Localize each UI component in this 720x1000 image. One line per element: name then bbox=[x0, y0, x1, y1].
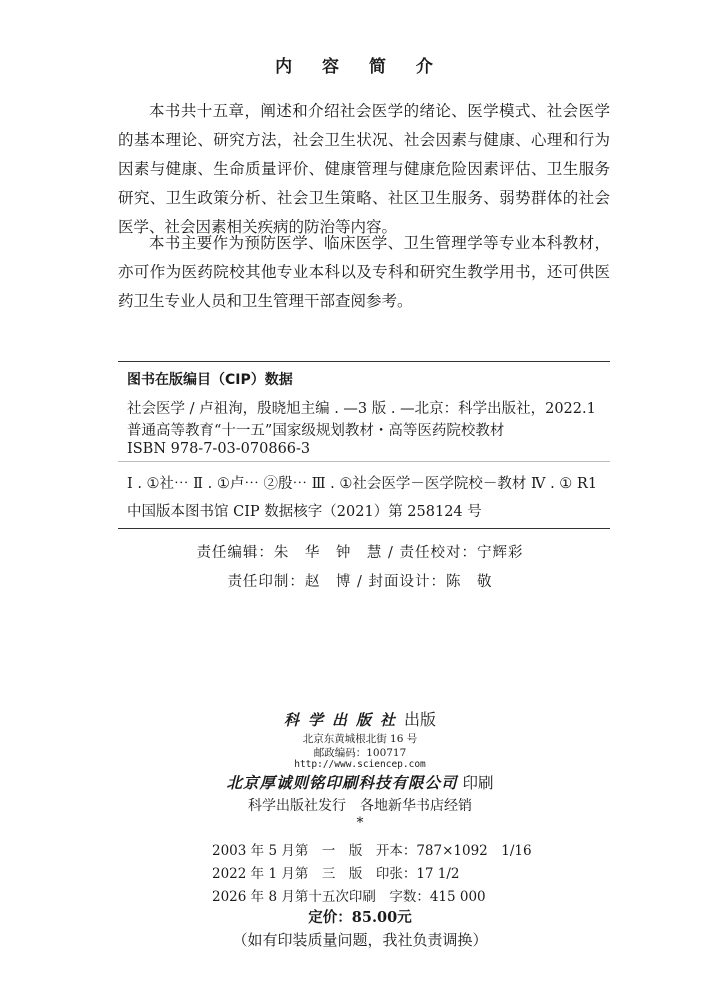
intro-paragraph-2: 本书主要作为预防医学、临床医学、卫生管理学等专业本科教材，亦可作为医药院校其他专业本科以及专科和研究生教学用书，还可供医药卫生专业人员和卫生管理干部查阅参考。 bbox=[118, 234, 610, 310]
edition-line-3: 2026 年 8 月第十五次印刷 字数：415 000 bbox=[212, 889, 486, 905]
cip-line-record-number: 中国版本图书馆 CIP 数据核字（2021）第 258124 号 bbox=[127, 504, 482, 520]
intro-paragraph-1: 本书共十五章，阐述和介绍社会医学的绪论、医学模式、社会医学的基本理论、研究方法，社会卫生状况、社会因素与健康、心理和行为因素与健康、生命质量评价、健康管理与健康危险因素评估、卫生服务研究、卫生政策分析、社会卫生策略、社区卫生服务、弱势群体的社会医学、社会因素相关疾病的防治等内容。 bbox=[118, 102, 610, 236]
quality-note: （如有印装质量问题，我社负责调换） bbox=[232, 931, 488, 949]
price: 定价：85.00元 bbox=[308, 909, 412, 926]
printer-name: 北京厚诚则铭印刷科技有限公司 bbox=[226, 773, 458, 792]
staff-editors: 责任编辑：朱 华 钟 慧 / 责任校对：宁辉彩 bbox=[196, 545, 524, 561]
publisher-postcode: 邮政编码：100717 bbox=[313, 747, 407, 759]
edition-line-2: 2022 年 1 月第 三 版 印张：17 1/2 bbox=[212, 866, 460, 882]
publisher-url: http://www.sciencep.com bbox=[294, 759, 426, 770]
staff-production: 责任印制：赵 博 / 封面设计：陈 敬 bbox=[227, 574, 493, 590]
publisher-logo-text: 科学出版社 bbox=[283, 711, 404, 729]
cip-line-title: 社会医学 / 卢祖洵，殷晓旭主编 . —3 版 . —北京：科学出版社，2022.1 bbox=[127, 401, 596, 417]
cip-bottom-rule bbox=[118, 528, 610, 529]
cip-line-classification: Ⅰ . ①社⋯ Ⅱ . ①卢⋯ ②殷⋯ Ⅲ . ①社会医学－医学院校－教材 Ⅳ . ① R1 bbox=[127, 476, 598, 492]
page-title: 内 容 简 介 bbox=[275, 57, 445, 77]
publisher-suffix: 出版 bbox=[404, 710, 437, 729]
cip-line-isbn: ISBN 978-7-03-070866-3 bbox=[127, 441, 311, 457]
publisher-line bbox=[0, 707, 720, 730]
separator-star: * bbox=[356, 815, 364, 831]
printer-suffix: 印刷 bbox=[462, 774, 494, 792]
cip-heading: 图书在版编目（CIP）数据 bbox=[127, 372, 293, 388]
distribution-line: 科学出版社发行 各地新华书店经销 bbox=[248, 798, 472, 814]
cip-line-series: 普通高等教育“十一五”国家级规划教材・高等医药院校教材 bbox=[127, 423, 505, 439]
edition-line-1: 2003 年 5 月第 一 版 开本：787×1092 1/16 bbox=[212, 843, 532, 859]
printer-line bbox=[0, 771, 720, 793]
cip-divider bbox=[118, 461, 610, 462]
publisher-address: 北京东黄城根北街 16 号 bbox=[302, 733, 418, 745]
cip-top-rule bbox=[118, 361, 610, 362]
